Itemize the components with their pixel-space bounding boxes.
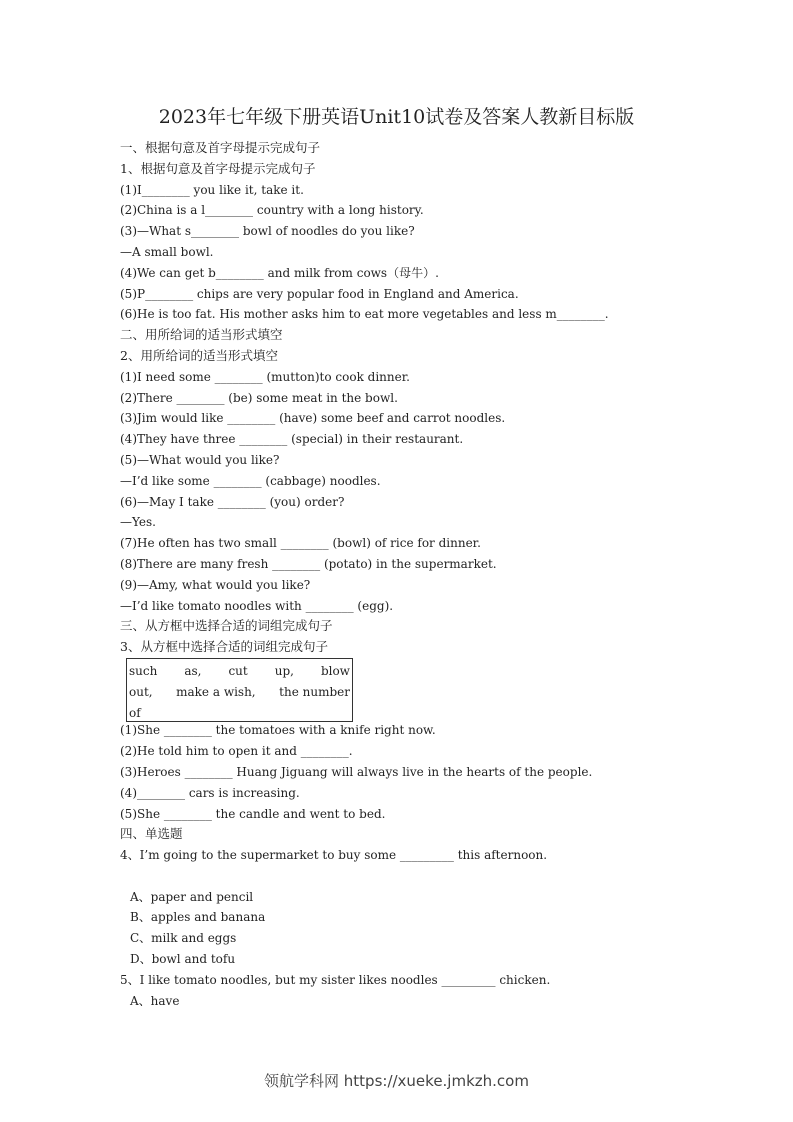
section-heading: 四、单选题 <box>120 826 183 842</box>
section-heading: 二、用所给词的适当形式填空 <box>120 327 283 343</box>
question-line: (3)—What s________ bowl of noodles do you like? <box>120 224 415 239</box>
question-line: —A small bowl. <box>120 244 214 259</box>
document-body <box>120 138 609 1011</box>
word-bank-text: as, <box>184 664 202 678</box>
answer-option: A、paper and pencil <box>130 889 254 904</box>
question-line: (9)—Amy, what would you like? <box>120 577 311 592</box>
answer-option: B、apples and banana <box>130 910 266 925</box>
question-line: (6)He is too fat. His mother asks him to eat more vegetables and less m________. <box>120 307 609 322</box>
question-line: (2)He told him to open it and ________. <box>120 744 353 759</box>
word-bank-text: the number <box>279 684 350 699</box>
question-line: (1)I________ you like it, take it. <box>120 182 304 197</box>
question-line: —I’d like tomato noodles with ________ (egg). <box>120 598 394 613</box>
word-bank-row <box>129 682 350 703</box>
question-line: (1)I need some ________ (mutton)to cook dinner. <box>120 369 410 384</box>
question-title: 1、根据句意及首字母提示完成句子 <box>120 160 316 176</box>
section-heading: 三、从方框中选择合适的词组完成句子 <box>120 618 333 634</box>
question-line: (6)—May I take ________ (you) order? <box>120 494 345 509</box>
section-heading: 一、根据句意及首字母提示完成句子 <box>120 140 321 155</box>
word-bank-text: up, <box>274 664 294 678</box>
question-line: (8)There are many fresh ________ (potato) in the supermarket. <box>120 556 497 571</box>
question-line: (1)She ________ the tomatoes with a knife right now. <box>120 723 436 738</box>
question-line: (4)________ cars is increasing. <box>120 785 300 800</box>
page-title: 2023年七年级下册英语Unit10试卷及答案人教新目标版 <box>158 106 635 128</box>
question-line: (2)China is a l________ country with a long history. <box>120 203 424 218</box>
question-line: (5)P________ chips are very popular food in England and America. <box>120 286 519 301</box>
question-stem: 4、I’m going to the supermarket to buy some _________ this afternoon. <box>120 848 548 863</box>
answer-option: A、have <box>130 993 180 1008</box>
word-bank-row <box>129 703 350 724</box>
question-line: (3)Jim would like ________ (have) some beef and carrot noodles. <box>120 411 506 426</box>
question-line: (4)We can get b________ and milk from cows（母牛）. <box>120 265 439 280</box>
answer-option: D、bowl and tofu <box>130 952 236 967</box>
footer-watermark: 领航学科网 https://xueke.jmkzh.com <box>264 1072 529 1090</box>
question-line: (5)She ________ the candle and went to bed. <box>120 806 386 821</box>
question-title: 3、从方框中选择合适的词组完成句子 <box>120 639 328 655</box>
word-bank-text: make a wish, <box>176 684 256 699</box>
word-bank-box <box>126 658 353 722</box>
question-line: —I’d like some ________ (cabbage) noodles. <box>120 473 381 488</box>
word-bank-row <box>129 661 350 682</box>
question-line: (4)They have three ________ (special) in their restaurant. <box>120 432 464 447</box>
word-bank-text: of <box>129 705 141 720</box>
question-line: (3)Heroes ________ Huang Jiguang will always live in the hearts of the people. <box>120 764 593 779</box>
question-line: (7)He often has two small ________ (bowl) of rice for dinner. <box>120 536 481 551</box>
question-stem: 5、I like tomato noodles, but my sister likes noodles _________ chicken. <box>120 972 551 987</box>
question-line: (2)There ________ (be) some meat in the bowl. <box>120 390 398 405</box>
word-bank-text: blow <box>320 664 350 678</box>
question-line: —Yes. <box>120 515 156 530</box>
word-bank-text: out, <box>129 684 153 699</box>
word-bank-text: such <box>129 664 158 678</box>
answer-option: C、milk and eggs <box>130 931 237 946</box>
question-line: (5)—What would you like? <box>120 452 280 467</box>
question-title: 2、用所给词的适当形式填空 <box>120 347 278 363</box>
word-bank-text: cut <box>228 664 248 678</box>
